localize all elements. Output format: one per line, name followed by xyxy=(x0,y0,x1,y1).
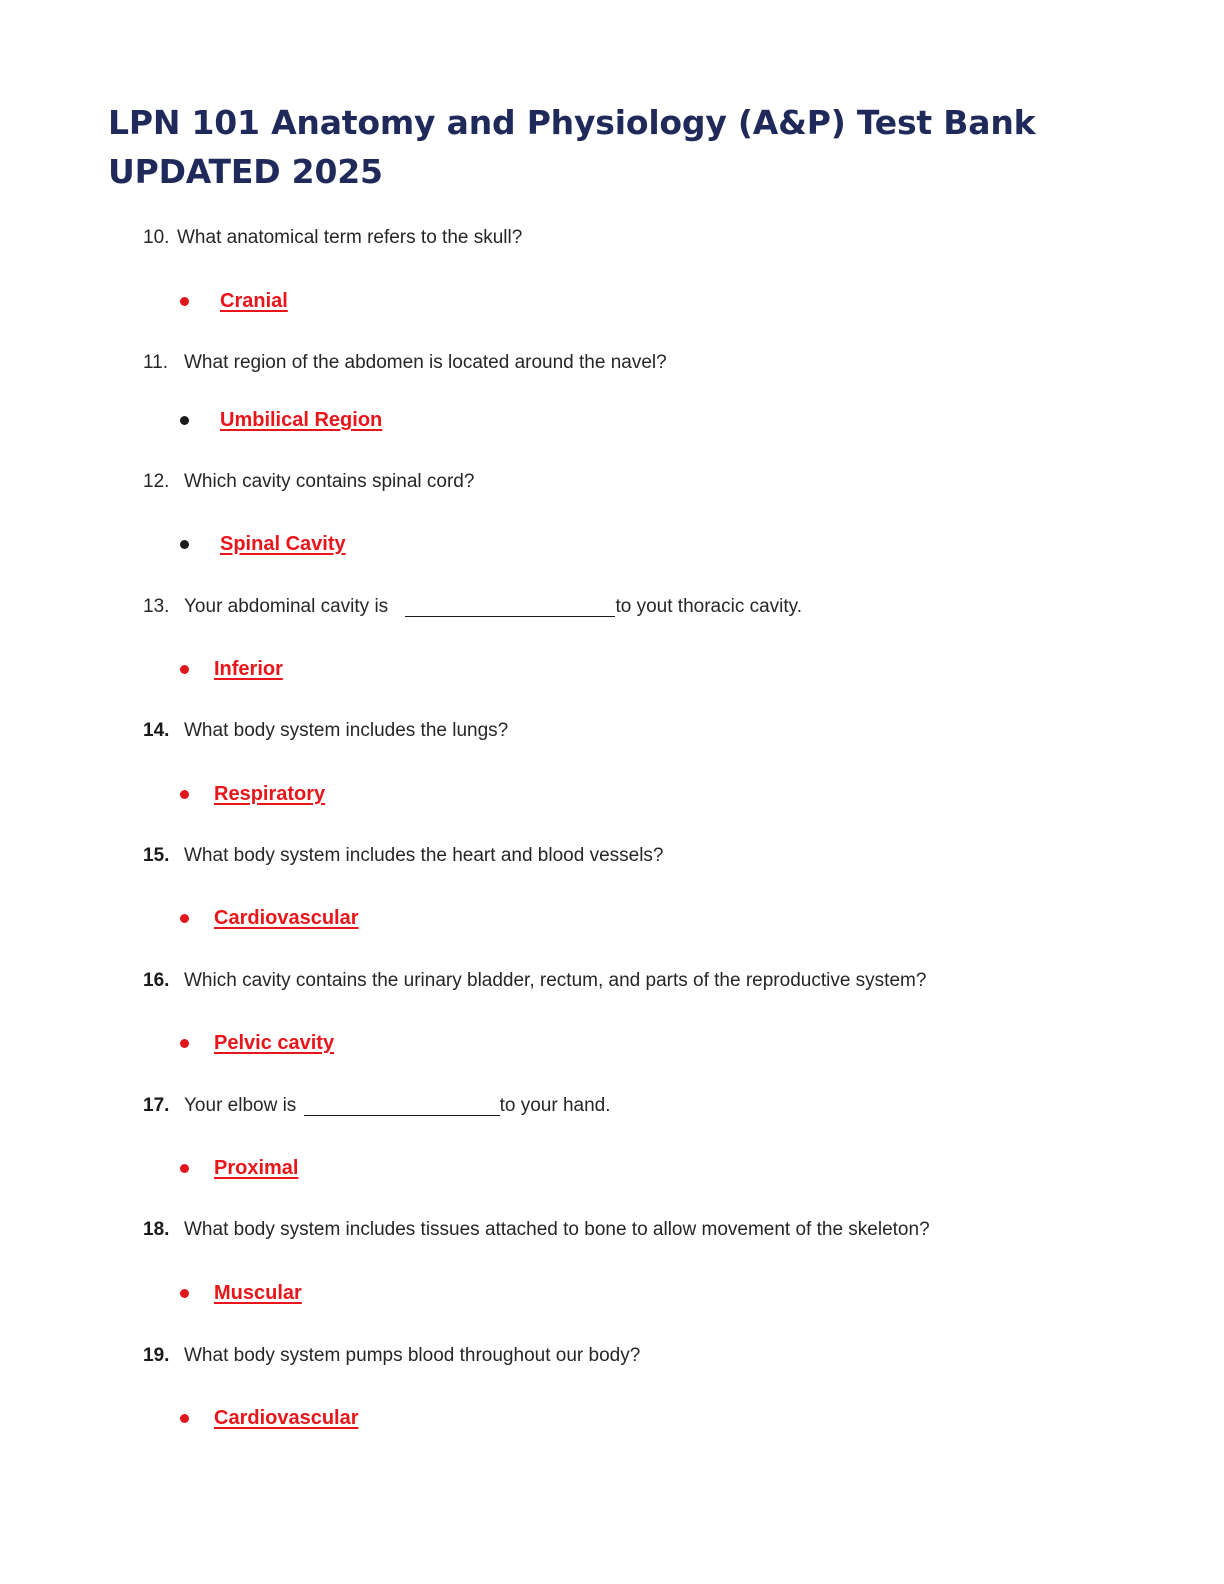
question-number: 13. xyxy=(143,596,170,617)
answer-text: Respiratory xyxy=(214,783,326,805)
question-text-before: Your elbow is xyxy=(184,1095,297,1116)
question-13 xyxy=(0,592,1224,622)
answer-text: Spinal Cavity xyxy=(220,533,346,555)
question-17 xyxy=(0,1091,1224,1121)
answer-text: Umbilical Region xyxy=(220,409,383,431)
answer-14 xyxy=(0,779,1224,809)
question-text: What body system includes the heart and blood vessels? xyxy=(184,845,664,866)
bullet-icon xyxy=(180,1164,189,1173)
question-19 xyxy=(0,1341,1224,1371)
answer-text: Pelvic cavity xyxy=(214,1032,335,1054)
bullet-icon xyxy=(180,1039,189,1048)
bullet-icon xyxy=(180,914,189,923)
question-text-after: to your hand. xyxy=(499,1095,611,1116)
question-text-before: Your abdominal cavity is xyxy=(184,596,389,617)
answer-10 xyxy=(0,286,1224,316)
question-text: What anatomical term refers to the skull? xyxy=(177,227,523,248)
question-18 xyxy=(0,1215,1224,1245)
bullet-icon xyxy=(180,297,189,306)
question-text: What body system pumps blood throughout our body? xyxy=(184,1345,641,1366)
answer-text: Cranial xyxy=(220,290,288,312)
question-text: What body system includes tissues attached to bone to allow movement of the skeleton? xyxy=(184,1219,930,1240)
question-number: 15. xyxy=(143,845,170,866)
question-number: 12. xyxy=(143,471,170,492)
page-title: LPN 101 Anatomy and Physiology (A&P) Test Bank UPDATED 2025 xyxy=(108,103,1036,191)
bullet-icon xyxy=(180,1289,189,1298)
answer-text: Proximal xyxy=(214,1157,299,1179)
question-14 xyxy=(0,716,1224,746)
answer-12 xyxy=(0,529,1224,559)
answer-16 xyxy=(0,1028,1224,1058)
answer-text: Cardiovascular xyxy=(214,1407,359,1429)
question-text: Which cavity contains the urinary bladder, rectum, and parts of the reproductive system? xyxy=(184,970,927,991)
question-number: 18. xyxy=(143,1219,170,1240)
answer-18 xyxy=(0,1278,1224,1308)
question-number: 14. xyxy=(143,720,170,741)
question-number: 11. xyxy=(143,352,169,373)
question-text: What body system includes the lungs? xyxy=(184,720,509,741)
answer-blank xyxy=(405,594,615,617)
bullet-icon xyxy=(180,416,189,425)
question-12 xyxy=(0,467,1224,497)
answer-blank xyxy=(304,1093,500,1116)
answer-11 xyxy=(0,405,1224,435)
question-text xyxy=(184,592,802,622)
answer-text: Inferior xyxy=(214,658,283,680)
answer-13 xyxy=(0,654,1224,684)
question-11 xyxy=(0,348,1224,378)
question-text-after: to yout thoracic cavity. xyxy=(615,596,803,617)
bullet-icon xyxy=(180,540,189,549)
answer-17 xyxy=(0,1153,1224,1183)
question-15 xyxy=(0,841,1224,871)
question-number: 16. xyxy=(143,970,170,991)
answer-19 xyxy=(0,1403,1224,1433)
question-10 xyxy=(0,223,1224,253)
bullet-icon xyxy=(180,790,189,799)
question-text: What region of the abdomen is located around the navel? xyxy=(184,352,667,373)
answer-15 xyxy=(0,903,1224,933)
question-number: 17. xyxy=(143,1095,170,1116)
bullet-icon xyxy=(180,1414,189,1423)
question-number: 10. xyxy=(143,227,170,248)
bullet-icon xyxy=(180,665,189,674)
question-16 xyxy=(0,966,1224,996)
answer-text: Cardiovascular xyxy=(214,907,359,929)
question-text: Which cavity contains spinal cord? xyxy=(184,471,475,492)
question-number: 19. xyxy=(143,1345,170,1366)
answer-text: Muscular xyxy=(214,1282,302,1304)
question-text xyxy=(184,1091,611,1121)
